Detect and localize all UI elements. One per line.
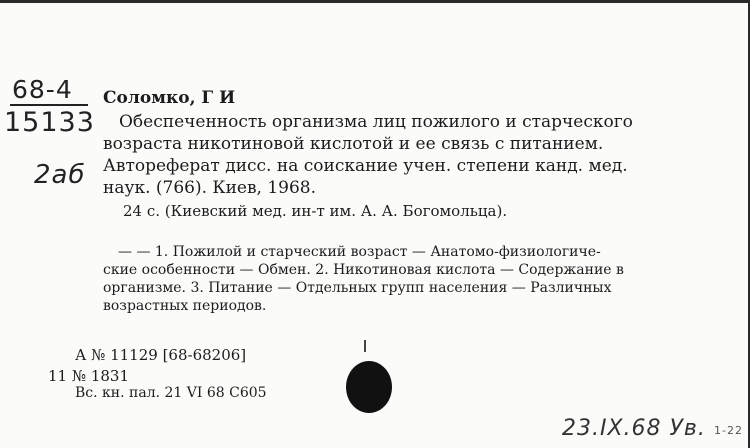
handwritten-call-number: 68-4 xyxy=(12,75,73,104)
subject-heading-line: возрастных периодов. xyxy=(103,298,267,314)
corner-mark: 1-22 xyxy=(714,424,743,437)
hole-mark xyxy=(364,340,366,352)
card-top-edge xyxy=(0,0,750,3)
registration-number: 11 № 1831 xyxy=(48,367,129,385)
pages-and-institution: 24 с. (Киевский мед. ин-т им. А. А. Богомольца). xyxy=(123,202,508,220)
author-name: Соломко, Г И xyxy=(103,88,236,108)
title-line: наук. (766). Киев, 1968. xyxy=(103,178,317,198)
handwritten-inventory-number: 15133 xyxy=(4,107,95,138)
handwritten-shelf-mark: 2аб xyxy=(34,160,86,190)
subject-heading-line: ские особенности — Обмен. 2. Никотиновая кислота — Содержание в xyxy=(103,262,624,278)
title-line: возраста никотиновой кислотой и ее связь с питанием. xyxy=(103,134,604,154)
title-line: Автореферат дисс. на соискание учен. степени канд. мед. xyxy=(103,156,628,176)
call-number-underline xyxy=(10,104,88,106)
subject-heading-line: — — 1. Пожилой и старческий возраст — Анатомо-физиологиче- xyxy=(118,244,601,260)
punched-hole xyxy=(346,361,392,413)
subject-heading-line: организме. 3. Питание — Отдельных групп населения — Различных xyxy=(103,280,612,296)
book-chamber-line: Вс. кн. пал. 21 VI 68 С605 xyxy=(75,385,267,401)
title-line: Обеспеченность организма лиц пожилого и старческого xyxy=(119,112,633,132)
order-number: А № 11129 [68-68206] xyxy=(75,346,247,364)
handwritten-signature-date: 23.ІХ.68 Ув. xyxy=(562,416,706,441)
